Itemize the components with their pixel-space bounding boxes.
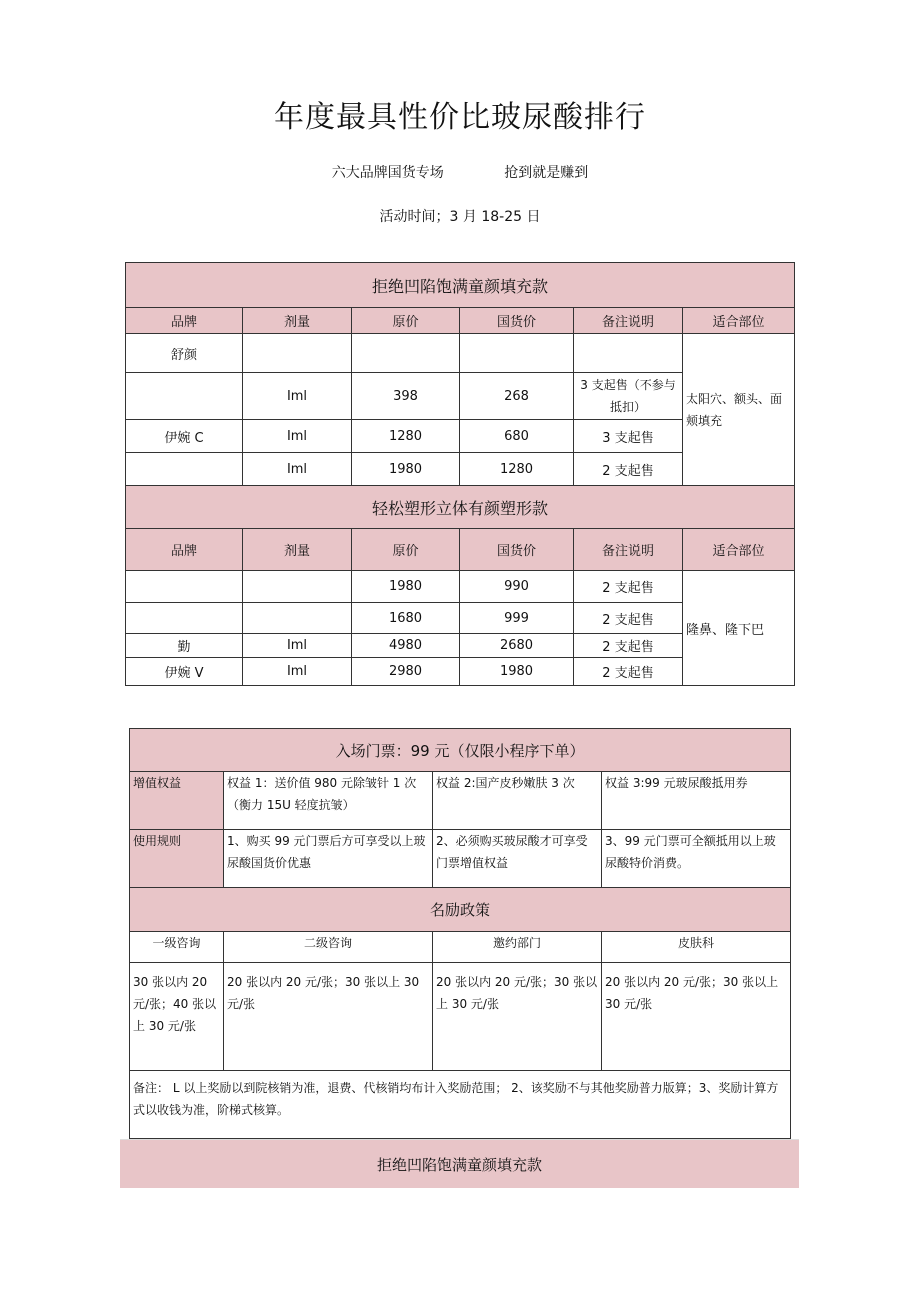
- cell-original-price: 1280: [352, 420, 460, 453]
- reward-header: 二级咨询: [224, 932, 433, 963]
- benefit-item: 权益 3:99 元玻尿酸抵用券: [602, 772, 791, 830]
- subtitle-part-1: 六大品牌国货专场: [331, 165, 444, 181]
- benefit-label: 增值权益: [130, 772, 224, 830]
- cell-brand: [126, 453, 243, 486]
- subtitle: [0, 162, 920, 182]
- col-header: 品牌: [126, 529, 243, 571]
- table-header-row: [126, 308, 795, 334]
- col-header: 国货价: [460, 529, 574, 571]
- cell-note: 3 支起售（不参与抵扣）: [574, 373, 683, 420]
- cell-sale-price: 680: [460, 420, 574, 453]
- rule-item: 1、购买 99 元门票后方可享受以上玻尿酸国货价优惠: [224, 830, 433, 888]
- cell-brand: 勤: [126, 634, 243, 658]
- col-header: 品牌: [126, 308, 243, 334]
- reward-value: 20 张以内 20 元/张；30 张以上 30 元/张: [433, 963, 602, 1071]
- col-header: 适合部位: [683, 308, 795, 334]
- col-header: 备注说明: [574, 308, 683, 334]
- cell-dose: Iml: [243, 634, 352, 658]
- subtitle-part-2: 抢到就是赚到: [504, 165, 589, 181]
- price-table: [125, 262, 795, 686]
- ticket-title: 入场门票：99 元（仅限小程序下单）: [130, 729, 791, 772]
- cell-note: 3 支起售: [574, 420, 683, 453]
- cell-dose: Iml: [243, 373, 352, 420]
- rule-item: 3、99 元门票可全额抵用以上玻尿酸特价消费。: [602, 830, 791, 888]
- reward-value: 30 张以内 20 元/张；40 张以上 30 元/张: [130, 963, 224, 1071]
- cell-brand: [126, 373, 243, 420]
- table-row: [126, 334, 795, 373]
- cell-brand: 舒颜: [126, 334, 243, 373]
- cell-original-price: 1980: [352, 571, 460, 603]
- cell-dose: Iml: [243, 420, 352, 453]
- cell-area: 隆鼻、隆下巴: [683, 571, 795, 686]
- cell-original-price: 2980: [352, 658, 460, 686]
- cell-brand: [126, 571, 243, 603]
- cell-brand: 伊婉 C: [126, 420, 243, 453]
- benefit-row: [130, 772, 791, 830]
- note-row: [130, 1071, 791, 1139]
- col-header: 原价: [352, 529, 460, 571]
- cell-sale-price: 2680: [460, 634, 574, 658]
- reward-header-row: [130, 932, 791, 963]
- cell-note: 2 支起售: [574, 453, 683, 486]
- cell-sale-price: [460, 334, 574, 373]
- cell-note: 2 支起售: [574, 571, 683, 603]
- cell-original-price: [352, 334, 460, 373]
- note-text: 备注： L 以上奖励以到院核销为准，退费、代核销均布计入奖励范围； 2、该奖励不与其他奖励普力版算；3、奖励计算方式以收钱为准，阶梯式核算。: [130, 1071, 791, 1139]
- col-header: 备注说明: [574, 529, 683, 571]
- cell-sale-price: 990: [460, 571, 574, 603]
- ticket-table: [129, 728, 791, 1139]
- benefit-item: 权益 1：送价值 980 元除皱针 1 次（衡力 15U 轻度抗皱）: [224, 772, 433, 830]
- cell-note: 2 支起售: [574, 658, 683, 686]
- col-header: 原价: [352, 308, 460, 334]
- section-title-fill: 拒绝凹陷饱满童颜填充款: [126, 263, 795, 308]
- reward-value: 20 张以内 20 元/张；30 张以上 30 元/张: [224, 963, 433, 1071]
- cell-original-price: 398: [352, 373, 460, 420]
- reward-value: 20 张以内 20 元/张；30 张以上 30 元/张: [602, 963, 791, 1071]
- cell-sale-price: 268: [460, 373, 574, 420]
- cell-dose: [243, 603, 352, 634]
- col-header: 适合部位: [683, 529, 795, 571]
- reward-title: 名励政策: [130, 888, 791, 932]
- cell-area: 太阳穴、额头、面颊填充: [683, 334, 795, 486]
- rules-label: 使用规则: [130, 830, 224, 888]
- rules-row: [130, 830, 791, 888]
- page-title: 年度最具性价比玻尿酸排行: [274, 100, 646, 135]
- cell-sale-price: 999: [460, 603, 574, 634]
- table-header-row: [126, 529, 795, 571]
- table-row: [126, 571, 795, 603]
- cell-dose: Iml: [243, 658, 352, 686]
- reward-header: 邀约部门: [433, 932, 602, 963]
- cell-original-price: 1680: [352, 603, 460, 634]
- reward-header: 皮肤科: [602, 932, 791, 963]
- cell-note: 2 支起售: [574, 634, 683, 658]
- col-header: 国货价: [460, 308, 574, 334]
- cell-dose: Iml: [243, 453, 352, 486]
- cell-brand: [126, 603, 243, 634]
- reward-header: 一级咨询: [130, 932, 224, 963]
- event-date: 活动时间；3 月 18-25 日: [379, 209, 541, 225]
- col-header: 剂量: [243, 529, 352, 571]
- footer-section-title: 拒绝凹陷饱满童颜填充款: [120, 1139, 799, 1188]
- cell-dose: [243, 571, 352, 603]
- col-header: 剂量: [243, 308, 352, 334]
- rule-item: 2、必须购买玻尿酸才可享受门票增值权益: [433, 830, 602, 888]
- cell-sale-price: 1980: [460, 658, 574, 686]
- section-title-shaping: 轻松塑形立体有颜塑形款: [126, 486, 795, 529]
- benefit-item: 权益 2:国产皮秒嫩肤 3 次: [433, 772, 602, 830]
- cell-dose: [243, 334, 352, 373]
- reward-value-row: [130, 963, 791, 1071]
- cell-brand: 伊婉 V: [126, 658, 243, 686]
- cell-original-price: 1980: [352, 453, 460, 486]
- cell-original-price: 4980: [352, 634, 460, 658]
- cell-sale-price: 1280: [460, 453, 574, 486]
- cell-note: [574, 334, 683, 373]
- cell-note: 2 支起售: [574, 603, 683, 634]
